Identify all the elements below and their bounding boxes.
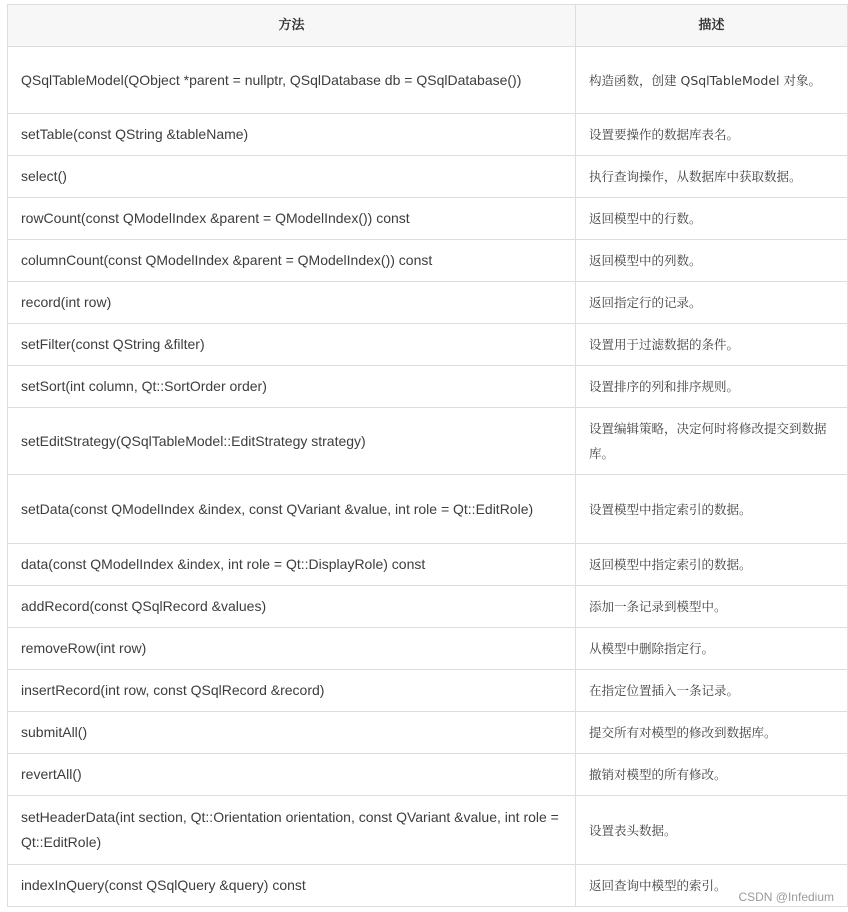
method-cell: QSqlTableModel(QObject *parent = nullptr, QSqlDatabase db = QSqlDatabase())	[8, 47, 576, 114]
table-row	[8, 865, 848, 907]
description-cell: 添加一条记录到模型中。	[576, 586, 848, 628]
description-cell: 设置表头数据。	[576, 796, 848, 865]
table-row	[8, 712, 848, 754]
description-cell: 设置用于过滤数据的条件。	[576, 324, 848, 366]
table-row	[8, 366, 848, 408]
description-cell: 设置排序的列和排序规则。	[576, 366, 848, 408]
description-cell: 撤销对模型的所有修改。	[576, 754, 848, 796]
method-cell: setSort(int column, Qt::SortOrder order)	[8, 366, 576, 408]
description-cell: 提交所有对模型的修改到数据库。	[576, 712, 848, 754]
table-row	[8, 670, 848, 712]
method-cell: setEditStrategy(QSqlTableModel::EditStrategy strategy)	[8, 408, 576, 475]
method-cell: removeRow(int row)	[8, 628, 576, 670]
description-cell: 设置要操作的数据库表名。	[576, 114, 848, 156]
description-cell: 返回指定行的记录。	[576, 282, 848, 324]
method-cell: setTable(const QString &tableName)	[8, 114, 576, 156]
table-row	[8, 114, 848, 156]
method-cell: record(int row)	[8, 282, 576, 324]
method-cell: setFilter(const QString &filter)	[8, 324, 576, 366]
table-row	[8, 198, 848, 240]
method-cell: indexInQuery(const QSqlQuery &query) const	[8, 865, 576, 907]
description-cell: 从模型中删除指定行。	[576, 628, 848, 670]
table-row	[8, 796, 848, 865]
methods-table	[7, 4, 848, 907]
description-cell: 返回查询中模型的索引。	[576, 865, 848, 907]
method-column-header: 方法	[8, 5, 576, 47]
description-column-header: 描述	[576, 5, 848, 47]
table-row	[8, 282, 848, 324]
description-cell: 返回模型中的列数。	[576, 240, 848, 282]
table-row	[8, 240, 848, 282]
description-cell: 返回模型中的行数。	[576, 198, 848, 240]
method-cell: addRecord(const QSqlRecord &values)	[8, 586, 576, 628]
watermark: CSDN @Infedium	[738, 890, 834, 904]
table-header-row	[8, 5, 848, 47]
table-row	[8, 156, 848, 198]
method-cell: setHeaderData(int section, Qt::Orientation orientation, const QVariant &value, int role = Qt::EditRole)	[8, 796, 576, 865]
method-cell: submitAll()	[8, 712, 576, 754]
table-row	[8, 586, 848, 628]
method-cell: setData(const QModelIndex &index, const QVariant &value, int role = Qt::EditRole)	[8, 475, 576, 544]
table-row	[8, 544, 848, 586]
table-row	[8, 47, 848, 114]
description-cell: 构造函数，创建 QSqlTableModel 对象。	[576, 47, 848, 114]
table-row	[8, 408, 848, 475]
description-cell: 设置编辑策略，决定何时将修改提交到数据库。	[576, 408, 848, 475]
description-cell: 设置模型中指定索引的数据。	[576, 475, 848, 544]
table-row	[8, 324, 848, 366]
table-row	[8, 628, 848, 670]
description-cell: 执行查询操作，从数据库中获取数据。	[576, 156, 848, 198]
description-cell: 返回模型中指定索引的数据。	[576, 544, 848, 586]
method-cell: revertAll()	[8, 754, 576, 796]
description-cell: 在指定位置插入一条记录。	[576, 670, 848, 712]
method-cell: rowCount(const QModelIndex &parent = QModelIndex()) const	[8, 198, 576, 240]
method-cell: select()	[8, 156, 576, 198]
method-cell: insertRecord(int row, const QSqlRecord &record)	[8, 670, 576, 712]
table-row	[8, 475, 848, 544]
method-cell: data(const QModelIndex &index, int role = Qt::DisplayRole) const	[8, 544, 576, 586]
table-row	[8, 754, 848, 796]
method-cell: columnCount(const QModelIndex &parent = QModelIndex()) const	[8, 240, 576, 282]
